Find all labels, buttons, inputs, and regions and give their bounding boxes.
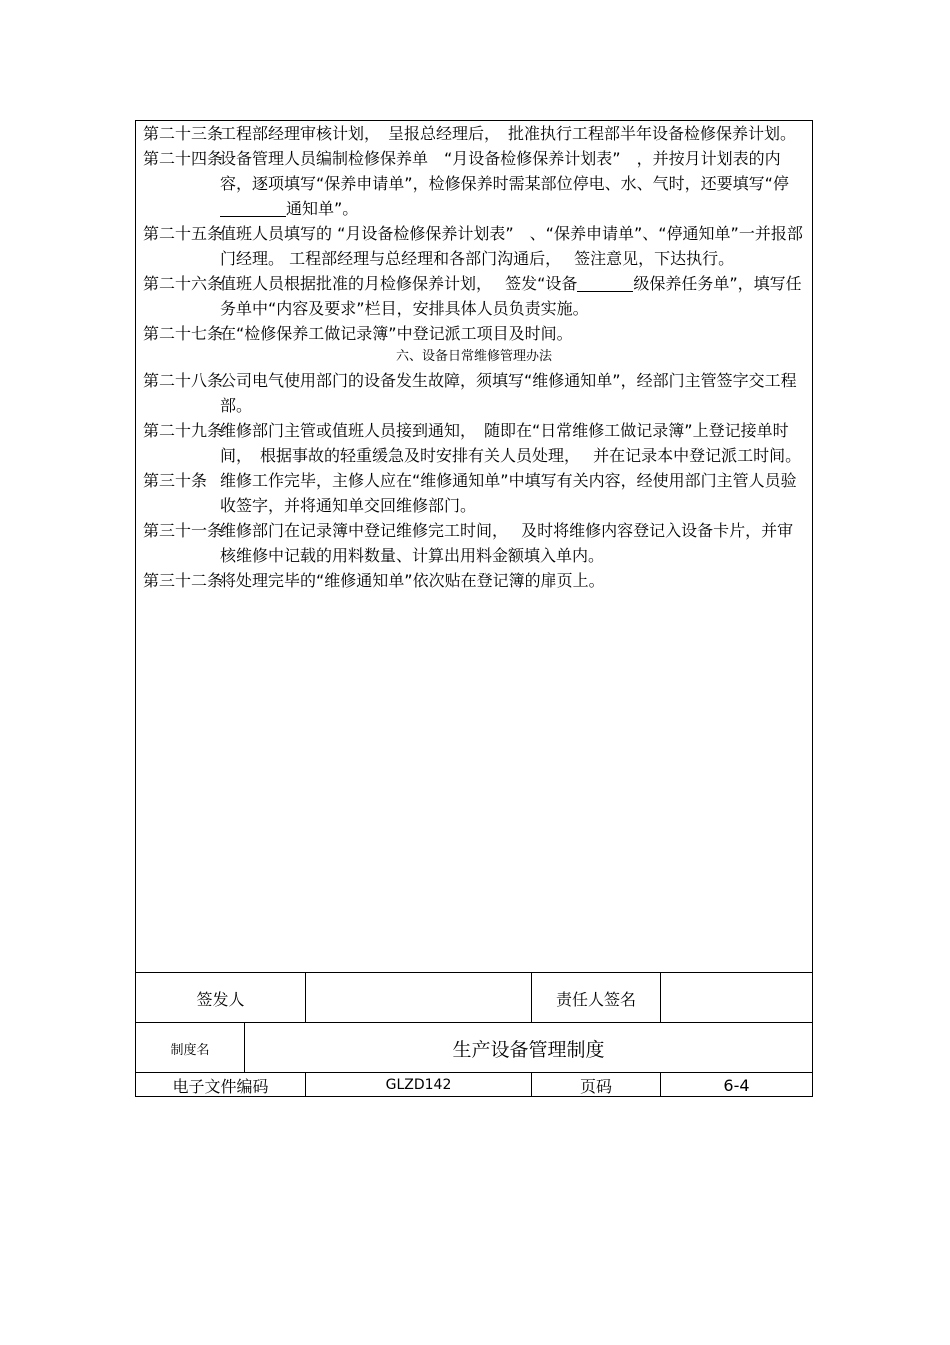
article-label: 第三十一条 (143, 521, 224, 540)
article-23 (136, 121, 812, 146)
article-text: 在“检修保养工做记录簿”中登记派工项目及时间。 (220, 324, 573, 343)
document-content (136, 121, 812, 972)
article-label: 第三十二条 (143, 571, 224, 590)
article-30 (136, 468, 812, 518)
file-code-label: 电子文件编码 (172, 1076, 269, 1096)
article-text-part: 值班人员根据批准的月检修保养计划， 签发“设备 (220, 274, 578, 293)
article-29 (136, 418, 812, 468)
issuer-signature-field[interactable] (305, 973, 531, 1023)
article-text: 公司电气使用部门的设备发生故障，须填写“维修通知单”，经部门主管签字交工程部。 (220, 371, 797, 415)
article-label: 第二十四条 (143, 149, 224, 168)
responsible-signature-field[interactable] (660, 973, 812, 1023)
page-label: 页码 (531, 1073, 660, 1097)
footer-row-system-name (136, 1022, 812, 1073)
article-text (220, 271, 804, 321)
article-label: 第二十八条 (143, 371, 224, 390)
article-label: 第二十六条 (143, 274, 224, 293)
file-code-value: GLZD142 (305, 1073, 531, 1097)
article-27 (136, 321, 812, 346)
article-text: 维修部门主管或值班人员接到通知， 随即在“日常维修工做记录簿”上登记接单时间， 根据事故的轻重缓急及时安排有关人员处理， 并在记录本中登记派工时间。 (220, 421, 802, 465)
article-28 (136, 368, 812, 418)
article-26 (136, 271, 812, 321)
article-text: 工程部经理审核计划， 呈报总经理后， 批准执行工程部半年设备检修保养计划。 (220, 124, 797, 143)
article-text-part: 通知单”。 (286, 199, 359, 218)
article-31 (136, 518, 812, 568)
fill-in-blank (577, 275, 633, 292)
section-title: 六、设备日常维修管理办法 (395, 349, 552, 364)
article-label: 第二十五条 (143, 224, 224, 243)
footer-table (136, 972, 812, 1096)
article-text: 维修工作完毕，主修人应在“维修通知单”中填写有关内容，经使用部门主管人员验收签字，并将通知单交回维修部门。 (220, 471, 797, 515)
article-label: 第二十九条 (143, 421, 224, 440)
article-label: 第二十七条 (143, 324, 224, 343)
article-text-part: 级保养任务单”，填写任务单中“内容及要求”栏目，安排具体人员负责实施。 (220, 274, 802, 318)
article-32 (136, 568, 812, 593)
article-24 (136, 146, 812, 221)
article-text: 值班人员填写的 “月设备检修保养计划表” 、“保养申请单”、“停通知单”一并报部门经理。 工程部经理与总经理和各部门沟通后， 签注意见，下达执行。 (220, 224, 803, 268)
article-label: 第二十三条 (143, 124, 224, 143)
system-name-label: 制度名 (170, 1042, 210, 1058)
article-text: 将处理完毕的“维修通知单”依次贴在登记簿的扉页上。 (220, 571, 605, 590)
responsible-label: 责任人签名 (531, 973, 660, 1023)
article-text-part: 设备管理人员编制检修保养单 “月设备检修保养计划表” ，并按月计划表的内容，逐项填写“保养申请单”，检修保养时需某部位停电、水、气时，还要填写“停 (220, 149, 789, 193)
footer-row-signatures (136, 972, 812, 1023)
document-page (135, 120, 813, 1097)
footer-row-file-info (136, 1072, 812, 1097)
article-text (220, 146, 804, 221)
article-text: 维修部门在记录簿中登记维修完工时间， 及时将维修内容登记入设备卡片，并审核维修中记载的用料数量、计算出用料金额填入单内。 (220, 521, 794, 565)
fill-in-blank (220, 200, 286, 217)
system-name-value: 生产设备管理制度 (244, 1023, 812, 1073)
article-25 (136, 221, 812, 271)
article-label: 第三十条 (143, 471, 208, 490)
page-number: 6-4 (660, 1073, 812, 1097)
issuer-label: 签发人 (196, 989, 245, 1009)
